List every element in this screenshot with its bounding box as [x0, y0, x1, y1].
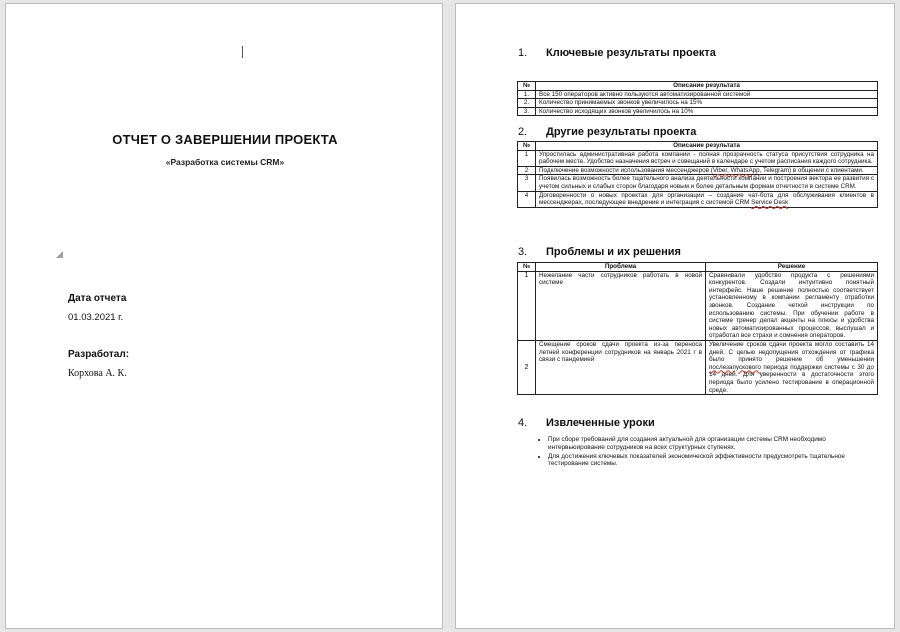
row-number: 1.	[518, 90, 536, 99]
table-header-row	[518, 82, 878, 91]
result-text: Все 150 операторов активно пользуются автоматизированной системой	[536, 90, 878, 99]
table-row	[518, 166, 878, 175]
row-number: 2.	[518, 99, 536, 108]
report-title: ОТЧЕТ О ЗАВЕРШЕНИИ ПРОЕКТА	[112, 132, 338, 147]
column-header: №	[518, 263, 536, 272]
table-row	[518, 271, 878, 340]
text-part: Договоренности о новых проектах для организации – создание чат-бота для обслуживания клиентов в мессенджерах, последующее внедрение и интеграция с системой CRM	[539, 191, 874, 207]
text-cursor	[242, 46, 243, 58]
content-page	[455, 3, 895, 629]
section-heading-2	[518, 126, 696, 138]
problem-text: Смещение сроков сдачи проекта из-за переноса летней конференции сотрудников на январь 2021 г в связи с пандемией	[536, 340, 706, 394]
list-item: • Для достижения ключевых показателей экономической эффективности предусмотреть тщательное тестирование системы.	[548, 453, 868, 469]
section-number: 4.	[518, 417, 528, 429]
solution-text	[706, 340, 878, 394]
other-results-table	[517, 141, 878, 208]
margin-corner-mark	[56, 251, 63, 258]
column-header: Решение	[706, 263, 878, 272]
row-number: 2	[518, 340, 536, 394]
list-item: • При сборе требований для создания актуальной для организации системы CRM необходимо интервьюирование сотрудников на всех структурных ступенях.	[548, 436, 868, 452]
table-row	[518, 90, 878, 99]
row-number: 3	[518, 175, 536, 191]
section-number: 1.	[518, 47, 528, 59]
section-heading-1	[518, 47, 716, 59]
problems-table	[517, 262, 878, 395]
text-part: Увеличение сроков сдачи проекта могло составить 14 дней. С целью недопущения отхождения от графика было принято решение об уменьшении	[709, 340, 874, 364]
column-header: №	[518, 142, 536, 151]
section-title: Проблемы и их решения	[546, 246, 681, 258]
section-title: Ключевые результаты проекта	[546, 47, 716, 59]
text-part: , Telegram) в общении с клиентами.	[759, 166, 864, 174]
row-number: 1	[518, 150, 536, 166]
section-title: Извлеченные уроки	[546, 417, 655, 429]
spellcheck-word: Viber, WhatsApp	[712, 166, 760, 174]
text-part: периода поддержки системы с 30 до 14 дней. Для уверенности в достаточности этого периода было усилено тестирование в операционной среде.	[709, 363, 874, 394]
table-row	[518, 340, 878, 394]
section-heading-3	[518, 246, 681, 258]
table-row	[518, 107, 878, 116]
table-row	[518, 191, 878, 207]
table-row	[518, 175, 878, 191]
section-number: 2.	[518, 126, 528, 138]
date-label: Дата отчета	[68, 293, 127, 304]
date-value: 01.03.2021 г.	[68, 312, 124, 323]
section-heading-4	[518, 417, 655, 429]
key-results-table	[517, 81, 878, 116]
author-value: Корхова А. К.	[68, 368, 127, 379]
row-number: 3.	[518, 107, 536, 116]
column-header: №	[518, 82, 536, 91]
report-subtitle: «Разработка системы CRM»	[165, 157, 285, 167]
column-header: Описание результата	[536, 142, 878, 151]
row-number: 1	[518, 271, 536, 340]
problem-text: Нежелание части сотрудников работать в новой системе	[536, 271, 706, 340]
result-text: Количество принимаемых звонков увеличилось на 15%	[536, 99, 878, 108]
lessons-list	[518, 436, 868, 469]
result-text	[536, 191, 878, 207]
spellcheck-word: Service Desk	[751, 199, 789, 207]
column-header: Проблема	[536, 263, 706, 272]
solution-text: Сравнивали удобство продукта с решениями конкурентов. Создали интуитивно понятный интерфейс. Наше решение полностью соответствует установленному в компании регламенту отработки звонков. Создание четкой инструкции по использованию системы. При обучении работе в системе тренер делал акценты на плюсы и удобства новых автоматизированных процессов, выслушал и отработал все страхи и сомнения операторов.	[706, 271, 878, 340]
title-page	[5, 3, 443, 629]
text-part: Подключение возможности использования мессенджеров (	[539, 166, 713, 174]
table-row	[518, 150, 878, 166]
result-text: Появилась возможность более тщательного анализа деятельности компании и построения вектора ее развития с учетом сильных и слабых сторон благодаря новым и более детальным формам отчетности в системе CRM.	[536, 175, 878, 191]
spellcheck-word: послезапускового	[709, 363, 761, 371]
row-number: 2	[518, 166, 536, 175]
table-row	[518, 99, 878, 108]
section-number: 3.	[518, 246, 528, 258]
author-label: Разработал:	[68, 349, 130, 360]
column-header: Описание результата	[536, 82, 878, 91]
result-text	[536, 166, 878, 175]
result-text: Количество исходящих звонков увеличилось на 10%	[536, 107, 878, 116]
result-text: Упростилась административная работа компании - полная прозрачность статуса присутствия сотрудника на рабочем месте. Удобство назначения встреч и совещаний в календаре с учетом расписания каждого сотрудника.	[536, 150, 878, 166]
row-number: 4	[518, 191, 536, 207]
table-header-row	[518, 263, 878, 272]
section-title: Другие результаты проекта	[546, 126, 697, 138]
table-header-row	[518, 142, 878, 151]
